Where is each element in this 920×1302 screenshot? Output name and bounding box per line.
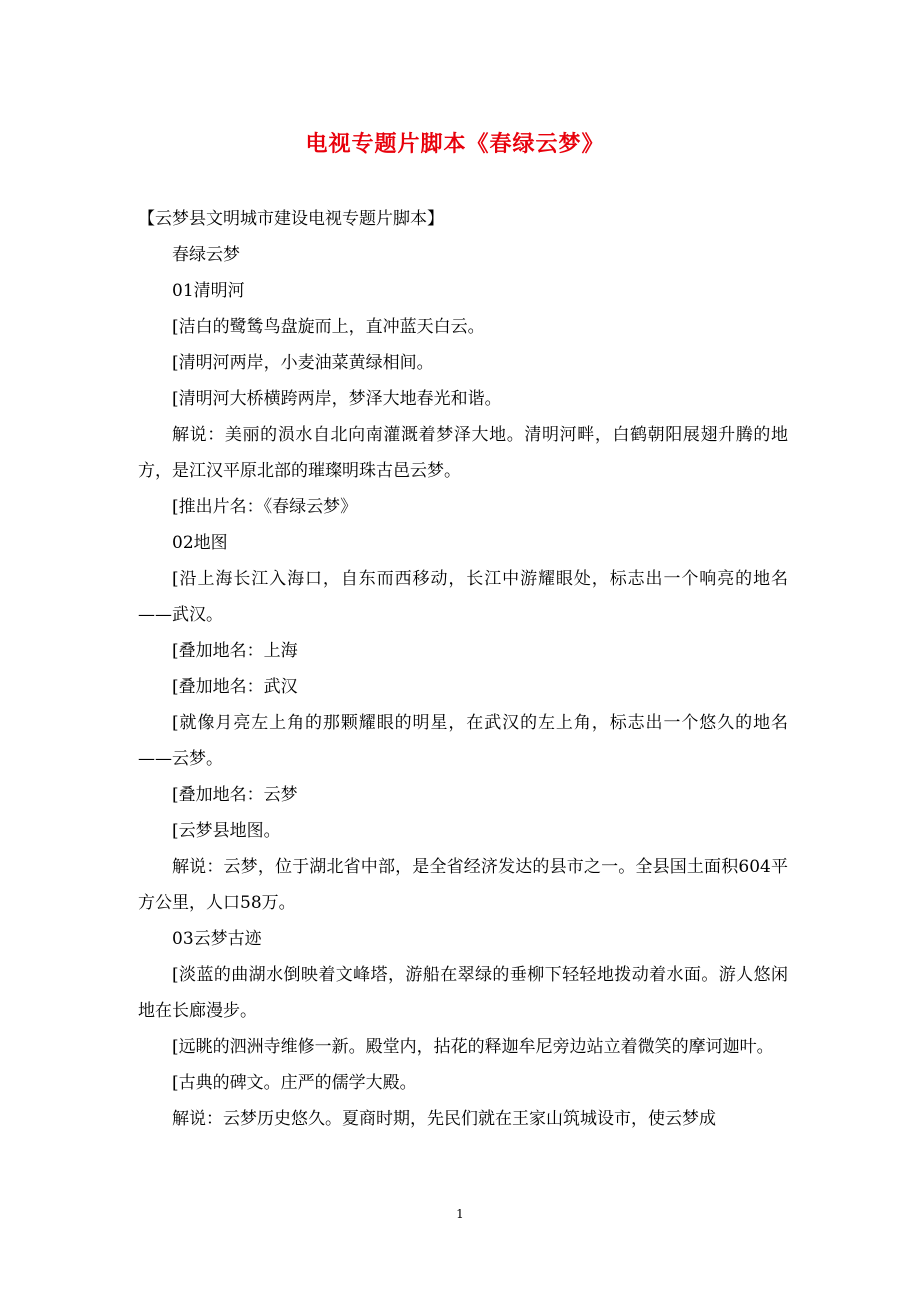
paragraph-section-heading: 01清明河	[172, 281, 245, 301]
paragraph-narration: 解说：云梦，位于湖北省中部，是全省经济发达的县市之一。全县国土面积604平方公里，人口58万。	[138, 857, 788, 913]
paragraph-scene: [叠加地名：云梦	[172, 785, 298, 805]
paragraph-scene: [沿上海长江入海口，自东而西移动，长江中游耀眼处，标志出一个响亮的地名——武汉。	[138, 569, 788, 625]
paragraph-section-heading: 02地图	[172, 533, 228, 553]
paragraph-narration: 解说：美丽的涢水自北向南灌溉着梦泽大地。清明河畔，白鹤朝阳展翅升腾的地方，是江汉平原北部的璀璨明珠古邑云梦。	[138, 425, 788, 481]
paragraph-scene: [叠加地名：上海	[172, 641, 298, 661]
paragraph-subtitle: 【云梦县文明城市建设电视专题片脚本】	[138, 209, 444, 229]
paragraph-scene: [淡蓝的曲湖水倒映着文峰塔，游船在翠绿的垂柳下轻轻地拨动着水面。游人悠闲地在长廊漫步。	[138, 965, 788, 1021]
paragraph-section-heading: 03云梦古迹	[172, 929, 262, 949]
paragraph-scene: [推出片名：《春绿云梦》	[172, 497, 358, 517]
paragraph-scene: [清明河两岸，小麦油菜黄绿相间。	[172, 353, 434, 373]
paragraph-narration: 解说：云梦历史悠久。夏商时期，先民们就在王家山筑城设市，使云梦成	[172, 1109, 716, 1129]
paragraph-film-name: 春绿云梦	[172, 245, 240, 265]
document-title: 电视专题片脚本《春绿云梦》	[305, 131, 605, 157]
paragraph-scene: [叠加地名：武汉	[172, 677, 298, 697]
document-body	[138, 201, 788, 1137]
paragraph-scene: [洁白的鹭鸶鸟盘旋而上，直冲蓝天白云。	[172, 317, 485, 337]
paragraph-scene: [云梦县地图。	[172, 821, 281, 841]
paragraph-scene: [远眺的泗洲寺维修一新。殿堂内，拈花的释迦牟尼旁边站立着微笑的摩诃迦叶。	[172, 1037, 774, 1057]
paragraph-scene: [就像月亮左上角的那颗耀眼的明星，在武汉的左上角，标志出一个悠久的地名——云梦。	[138, 713, 788, 769]
page-number: 1	[456, 1207, 464, 1221]
paragraph-scene: [清明河大桥横跨两岸，梦泽大地春光和谐。	[172, 389, 502, 409]
paragraph-scene: [古典的碑文。庄严的儒学大殿。	[172, 1073, 417, 1093]
